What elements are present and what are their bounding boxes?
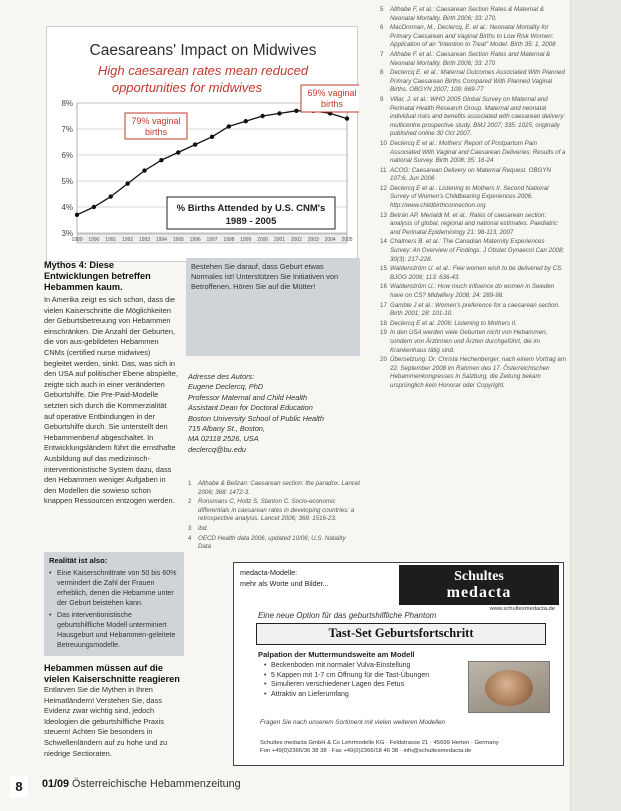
- myth4-body: In Amerika zeigt es sich schon, dass die vielen Kaiserschnitte die Möglichkeiten der Geburtsbetreuung von Hebammen einschränken. Die Anzahl der Geburten, die von aus-gebildeten Hebammen CNMs (certified nurse midwives) begleitet werden, sinkt. Das, was sich in den USA auf politischer Ebene abspielte, zeigte sich auch in einer veränderten Geburtshilfe. Die Pre-Paid-Modelle setzten sich durch die Kommerzialität auf operative Entbindungen in der Geburtshilfe durch. Sie unterstellt den Hebammenberuf abgeschaltet. In Entwicklungsländern führt die ernsthafte Ausbildung auf das medizinisch-interventionistische System dazu, dass den Hebammen weniger Aufgaben in den Modellen die sowieso schon knappen Ressourcen entzogen werden.: [44, 295, 178, 506]
- ad-feature-item: • Beckenboden mit normaler Vulva-Einstellung: [264, 661, 454, 671]
- x-tick-label: 1990: [88, 237, 100, 243]
- data-point: [244, 119, 248, 123]
- x-tick-label: 1994: [155, 237, 167, 243]
- x-tick-label: 2002: [290, 237, 302, 243]
- ad-feature-list: [264, 661, 454, 699]
- reference-item: 6 MacDorman, M., Declercq, E. et al.: Neonatal Mortality for Primary Caesarean and Vaginal Births to Low Risk Women: Application of an "Intention to Treat" Model. Birth 35: 1, 2008: [380, 24, 556, 49]
- journal-name: Österreichische Hebammenzeitung: [72, 778, 241, 790]
- series-label-line1: % Births Attended by U.S. CNM's: [176, 203, 326, 214]
- x-tick-label: 2003: [307, 237, 319, 243]
- section-body-2: Entlarven Sie die Mythen in Ihren Heimatländern! Verstehen Sie, dass Evidenz zwar wichtig sind, jedoch Ideologien die geburtshilfliche Praxis steuern! Achten Sie besonders in Schwellenländern auf zu hohe und zu niedrige Sectioraten.: [44, 685, 168, 758]
- reference-item: 17 Gamble J et al.: Women's preference for a caesarean section. Birth 2001; 28: 101-10.: [380, 301, 560, 318]
- reference-item: 13 Betrán AP, Merialdi M. et al.: Rates of caesarean section: analysis of global, regional and national estimates. Paediatric and Perinatal Epidemiology 21: 98-113, 2007: [380, 211, 558, 236]
- data-point: [294, 109, 298, 113]
- series-label-line2: 1989 - 2005: [225, 216, 277, 227]
- model-photo-shape: [485, 670, 533, 706]
- reference-item: 4 OECD Health data 2006, updated 10/06; U.S. Natality Data: [188, 534, 346, 551]
- author-email[interactable]: declercq@bu.edu: [188, 444, 247, 454]
- author-line: Eugene Declercq, PhD: [188, 382, 264, 392]
- schultes-medacta-logo: Schultes medacta: [399, 565, 559, 605]
- data-point: [345, 116, 349, 120]
- x-tick-label: 1999: [240, 237, 252, 243]
- section-heading-2: Hebammen müssen auf die vielen Kaiserschnitte reagieren: [44, 663, 180, 684]
- ad-tagline: Eine neue Option für das geburtshilfliche Phantom: [258, 611, 437, 620]
- y-tick-labels: [61, 99, 73, 238]
- author-address: [188, 372, 360, 455]
- chart-subtitle-2: opportunities for midwives: [111, 80, 263, 95]
- data-point: [125, 181, 129, 185]
- x-tick-label: 1998: [223, 237, 235, 243]
- reference-item: 9 Villar, J. et al.: WHO 2005 Global Survey on Maternal and Perinatal Health Research Group. Maternal and neonatal individual risks and benefits associated with caesarean delivery: multicentre prospective study. BMJ 2007; 335: 1025; originally published online 30 Oct 2007.: [380, 95, 566, 138]
- left-article-2: [44, 663, 184, 759]
- x-tick-label: 1989: [71, 237, 83, 243]
- ad-product-name: Tast-Set Geburtsfortschritt: [256, 623, 546, 645]
- data-point: [227, 124, 231, 128]
- x-tick-label: 2000: [257, 237, 269, 243]
- data-point: [260, 114, 264, 118]
- x-tick-labels: [71, 234, 352, 243]
- reference-item: 5 Althabe F, et al.: Caesarean Section Rates & Maternal & Neonatal Mortality. Birth 2006; 33: 270.: [380, 6, 544, 22]
- x-tick-label: 1992: [122, 237, 134, 243]
- x-tick-label: 1995: [172, 237, 184, 243]
- x-tick-label: 2004: [324, 237, 336, 243]
- fact-item: • Das interventionistische geburtshilfliche Modell unterminiert Hausgeburt und Hebammen-geleitete Betreuungsmodelle.: [49, 610, 179, 650]
- left-article: [44, 260, 178, 507]
- myth4-heading: Mythos 4: Diese Entwicklungen betreffen Hebammen kaum.: [44, 260, 151, 292]
- reference-item: 16 Waldenström U.: How much influence do women in Sweden have on CS? Midwifery 2008; 24: 289-98.: [380, 283, 555, 299]
- ad-header-line2: mehr als Worte und Bilder...: [240, 579, 329, 588]
- y-tick-label: 7%: [61, 125, 73, 134]
- ad-contact-line2: Fon +49(0)2366/36 38 38 · Fax +49(0)2366/18 46 38 · info@schultesmedacta.de: [260, 748, 472, 755]
- reality-fact-box: [44, 552, 184, 656]
- x-tick-label: 1997: [206, 237, 218, 243]
- author-line: Assistant Dean for Doctoral Education: [188, 403, 313, 413]
- callout-right-line2: births: [320, 99, 344, 109]
- reference-item: 3 ibd.: [188, 524, 208, 532]
- reference-item: 11 ACOG: Caesarean Delivery on Maternal Request. OBGYN 107:6, Jun 2006: [380, 166, 551, 183]
- y-tick-label: 8%: [61, 99, 73, 108]
- ad-url[interactable]: www.schultesmedacta.de: [489, 606, 555, 612]
- y-tick-label: 3%: [61, 229, 73, 238]
- advice-text: Bestehen Sie darauf, dass Geburt etwas Normales ist! Unterstützen Sie Initiativen von Betroffenen. Hören Sie auf die Mütter!: [191, 262, 339, 292]
- data-point: [75, 213, 79, 217]
- medacta-advertisement[interactable]: [233, 562, 564, 766]
- reference-list-right: [380, 6, 566, 392]
- x-tick-label: 2005: [341, 237, 353, 243]
- x-tick-label: 1996: [189, 237, 201, 243]
- data-point: [210, 135, 214, 139]
- reference-item: 8 Declercq E. et al.: Maternal Outcomes Associated With Planned Primary Caesarean Births Compared With Planned Vaginal Births. OBGYN 2007; 109: 669-77: [380, 69, 565, 94]
- reference-item: 7 Althabe F. et al.: Caesarean Section Rates and Maternal & Neonatal Mortality. Birth 2006; 33: 270: [380, 50, 551, 67]
- ad-contact: [260, 739, 560, 756]
- product-photo: [468, 661, 550, 713]
- ad-header: [234, 563, 396, 593]
- reference-item: 14 Chalmers B. et al.: The Canadian Maternity Experiences Survey: An Overview of Findings. J Obstet Gynaecol Can 2008; 30(3): 217-228.: [380, 238, 565, 263]
- reference-item: 1 Althabe & Belizan: Caesarean section: the paradox. Lancet 2006; 368: 1472-3.: [188, 480, 361, 496]
- author-line: MA 02118 2526, USA: [188, 434, 259, 444]
- chart-title: Caesareans' Impact on Midwives: [89, 42, 317, 59]
- issue-number: 01/09: [42, 778, 70, 790]
- ad-feature-item: • Attraktiv an Lieferumfang: [264, 690, 454, 700]
- ad-header-line1: medacta-Modelle:: [240, 568, 298, 577]
- ad-feature-title: Palpation der Muttermundsweite am Modell: [258, 650, 415, 659]
- data-point: [159, 158, 163, 162]
- advice-box: [186, 258, 360, 356]
- reference-item: 2 Ronsmans C, Holtz S, Stanton C. Socio-economic differentials in caesarean rates in developing countries: a retrospective analysis. Lancet 2006; 368: 1516-23.: [188, 498, 355, 523]
- reference-item: 20 Übersetzung: Dr. Christa Hechenberger, nach einem Vortrag am 22. September 2008 im Rahmen des 17. Österreichischen Hebammenkongresses in Salzburg, die Zeitung bekam ursprünglich kein Honorar oder Copyright.: [380, 356, 566, 389]
- caesarean-chart: [46, 26, 358, 262]
- data-point: [193, 142, 197, 146]
- fact-item: • Eine Kaiserschnittrate von 50 bis 60% vermindert die Zahl der Frauen erheblich, denen die Hebamme unter der Geburt beistehen kann.: [49, 568, 179, 608]
- fact-box-title: Realität ist also:: [49, 556, 108, 565]
- callout-left-line2: births: [144, 127, 168, 137]
- y-tick-label: 4%: [61, 203, 73, 212]
- reference-list-middle: [188, 480, 360, 553]
- ad-feature-item: • Simulieren verschiedener Lagen des Fetus: [264, 680, 454, 690]
- chart-svg: [47, 27, 359, 263]
- x-tick-label: 1991: [105, 237, 117, 243]
- fact-list: [49, 568, 179, 650]
- y-tick-label: 5%: [61, 177, 73, 186]
- x-tick-label: 2001: [273, 237, 286, 243]
- ad-note: Fragen Sie nach unserem Sortiment mit vielen weiteren Modellen: [260, 719, 446, 726]
- data-point: [142, 168, 146, 172]
- data-point: [277, 111, 281, 115]
- reference-item: 12 Declercq E et al.: Listening to Mothers II. Second National Survey of Women's Childbearing Experiences 2006. http://www.childbirthconnection.org: [380, 184, 549, 210]
- ad-contact-line1: Schultes medacta GmbH & Co Lehrmodelle KG · Feldstrasse 21 · 45699 Herten · Germany: [260, 740, 499, 746]
- ad-feature-item: • 5 Kappen mit 1-7 cm Öffnung für die Tast-Übungen: [264, 671, 454, 681]
- reference-item: 15 Waldenström U. et al.: Few women wish to be delivered by CS. BJOG 2006; 113: 636-43.: [380, 265, 563, 281]
- author-line: 715 Albany St., Boston,: [188, 424, 265, 434]
- callout-right-line1: 69% vaginal: [307, 88, 357, 98]
- reference-item: 18 Declercq E et al. 2006: Listening to Mothers II.: [380, 319, 517, 327]
- data-point: [176, 150, 180, 154]
- page-edge-tab: [570, 0, 621, 811]
- author-line: Adresse des Autors:: [188, 372, 255, 381]
- page-number: 8: [10, 776, 28, 798]
- reference-item: 10 Declercq E et al.: Mothers' Report of Postpartum Pain Associated With Vaginal and Caesarean Deliveries: Results of a national Survey. Birth 2008; 35: 16-24: [380, 139, 566, 165]
- chart-subtitle-1: High caesarean rates mean reduced: [97, 63, 309, 78]
- author-line: Boston University School of Public Health: [188, 413, 324, 423]
- journal-footer: [42, 778, 241, 790]
- data-point: [92, 205, 96, 209]
- data-point: [109, 194, 113, 198]
- y-tick-label: 6%: [61, 151, 73, 160]
- callout-left-line1: 79% vaginal: [131, 116, 181, 126]
- author-line: Professor Maternal and Child Health: [188, 392, 308, 402]
- reference-item: 19 In den USA werden viele Geburten nicht von Hebammen, sondern von Ärztinnen und Ärzten durchgeführt, die im Krankenhaus tätig sind.: [380, 329, 548, 354]
- x-tick-label: 1993: [138, 237, 151, 243]
